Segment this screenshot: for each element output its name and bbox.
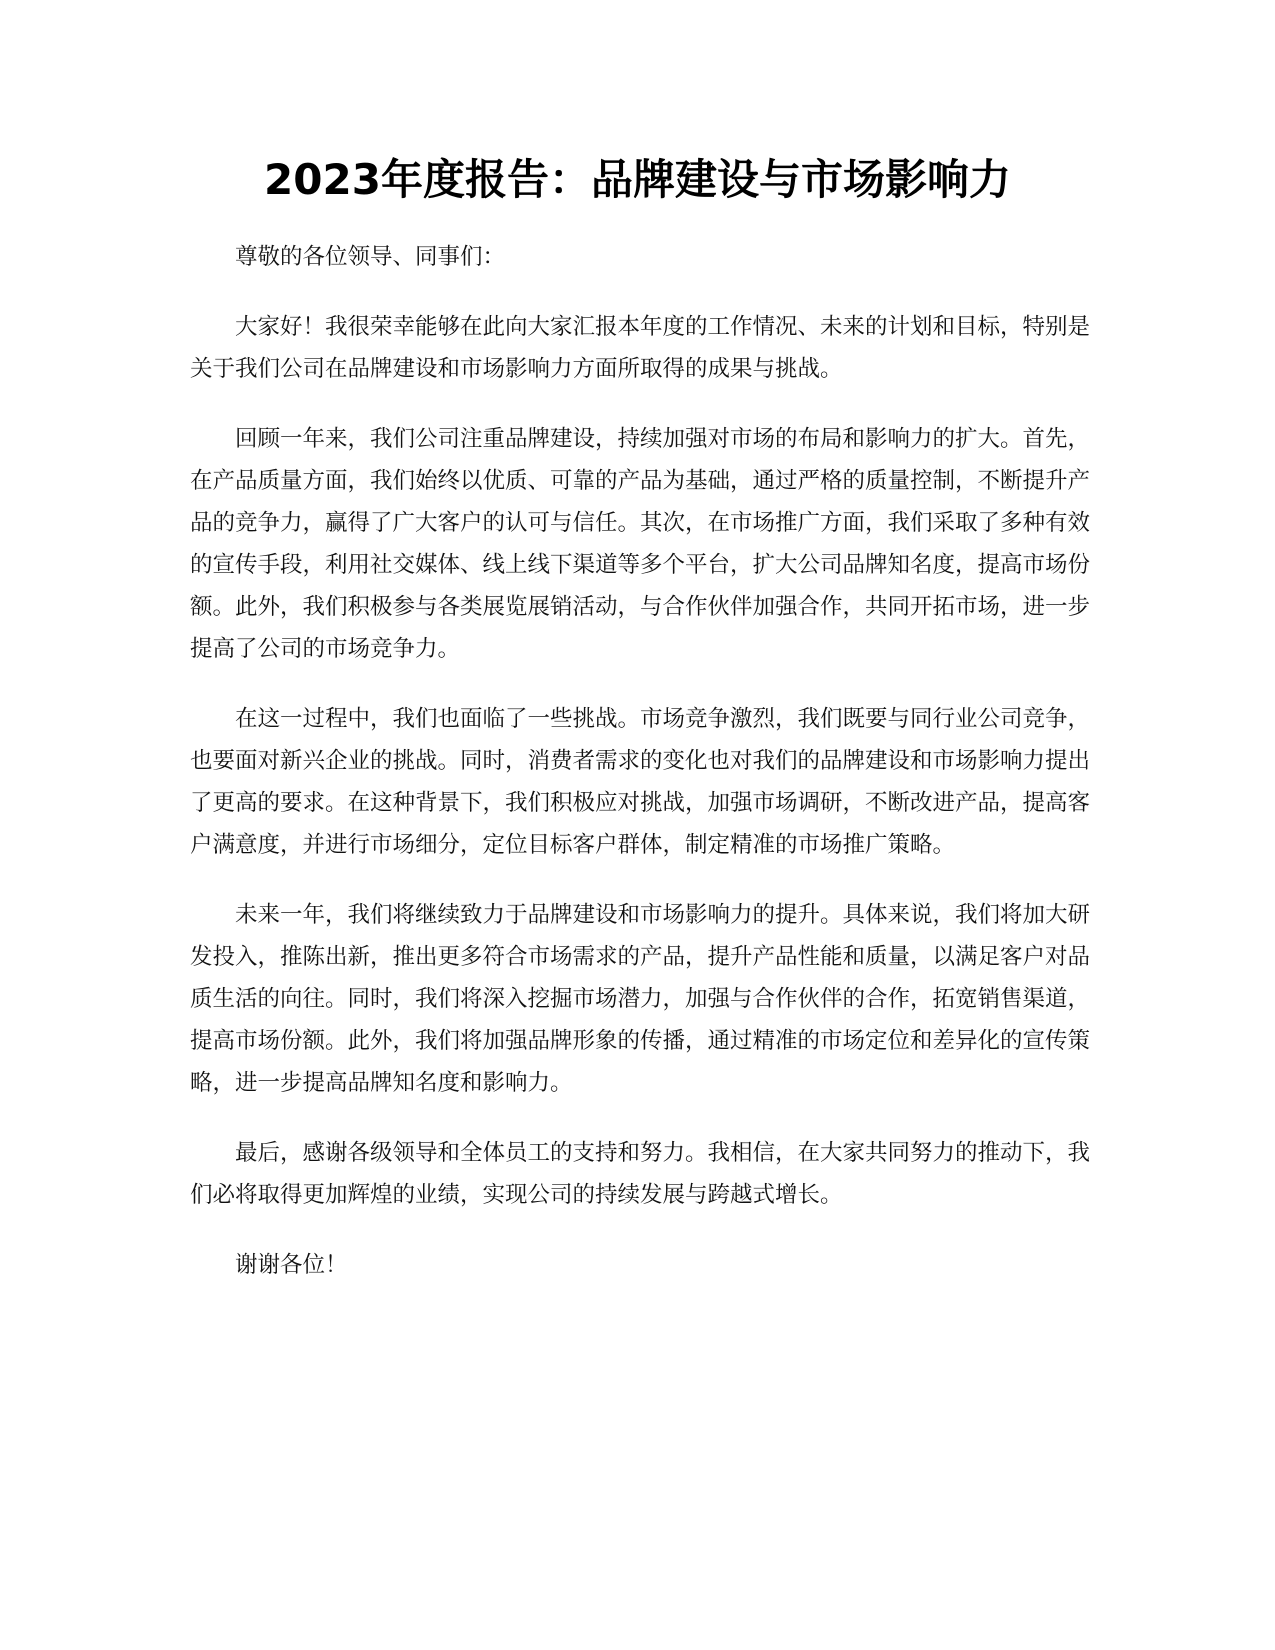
thanks-paragraph: 最后，感谢各级领导和全体员工的支持和努力。我相信，在大家共同努力的推动下，我们必将取得更加辉煌的业绩，实现公司的持续发展与跨越式增长。 — [190, 1140, 1091, 1208]
future-plan-paragraph: 未来一年，我们将继续致力于品牌建设和市场影响力的提升。具体来说，我们将加大研发投入，推陈出新，推出更多符合市场需求的产品，提升产品性能和质量，以满足客户对品质生活的向往。同时，我们将深入挖掘市场潜力，加强与合作伙伴的合作，拓宽销售渠道，提高市场份额。此外，我们将加强品牌形象的传播，通过精准的市场定位和差异化的宣传策略，进一步提高品牌知名度和影响力。 — [190, 902, 1091, 1096]
challenges-paragraph: 在这一过程中，我们也面临了一些挑战。市场竞争激烈，我们既要与同行业公司竞争，也要面对新兴企业的挑战。同时，消费者需求的变化也对我们的品牌建设和市场影响力提出了更高的要求。在这种背景下，我们积极应对挑战，加强市场调研，不断改进产品，提高客户满意度，并进行市场细分，定位目标客户群体，制定精准的市场推广策略。 — [190, 706, 1091, 858]
greeting-paragraph: 大家好！我很荣幸能够在此向大家汇报本年度的工作情况、未来的计划和目标，特别是关于我们公司在品牌建设和市场影响力方面所取得的成果与挑战。 — [190, 314, 1091, 382]
document-title: 2023年度报告：品牌建设与市场影响力 — [264, 155, 1011, 204]
closing-paragraph: 谢谢各位！ — [235, 1252, 348, 1278]
salutation-paragraph: 尊敬的各位领导、同事们： — [235, 244, 506, 270]
review-paragraph: 回顾一年来，我们公司注重品牌建设，持续加强对市场的布局和影响力的扩大。首先，在产品质量方面，我们始终以优质、可靠的产品为基础，通过严格的质量控制，不断提升产品的竞争力，赢得了广大客户的认可与信任。其次，在市场推广方面，我们采取了多种有效的宣传手段，利用社交媒体、线上线下渠道等多个平台，扩大公司品牌知名度，提高市场份额。此外，我们积极参与各类展览展销活动，与合作伙伴加强合作，共同开拓市场，进一步提高了公司的市场竞争力。 — [190, 426, 1091, 662]
document-body — [190, 236, 1090, 1314]
